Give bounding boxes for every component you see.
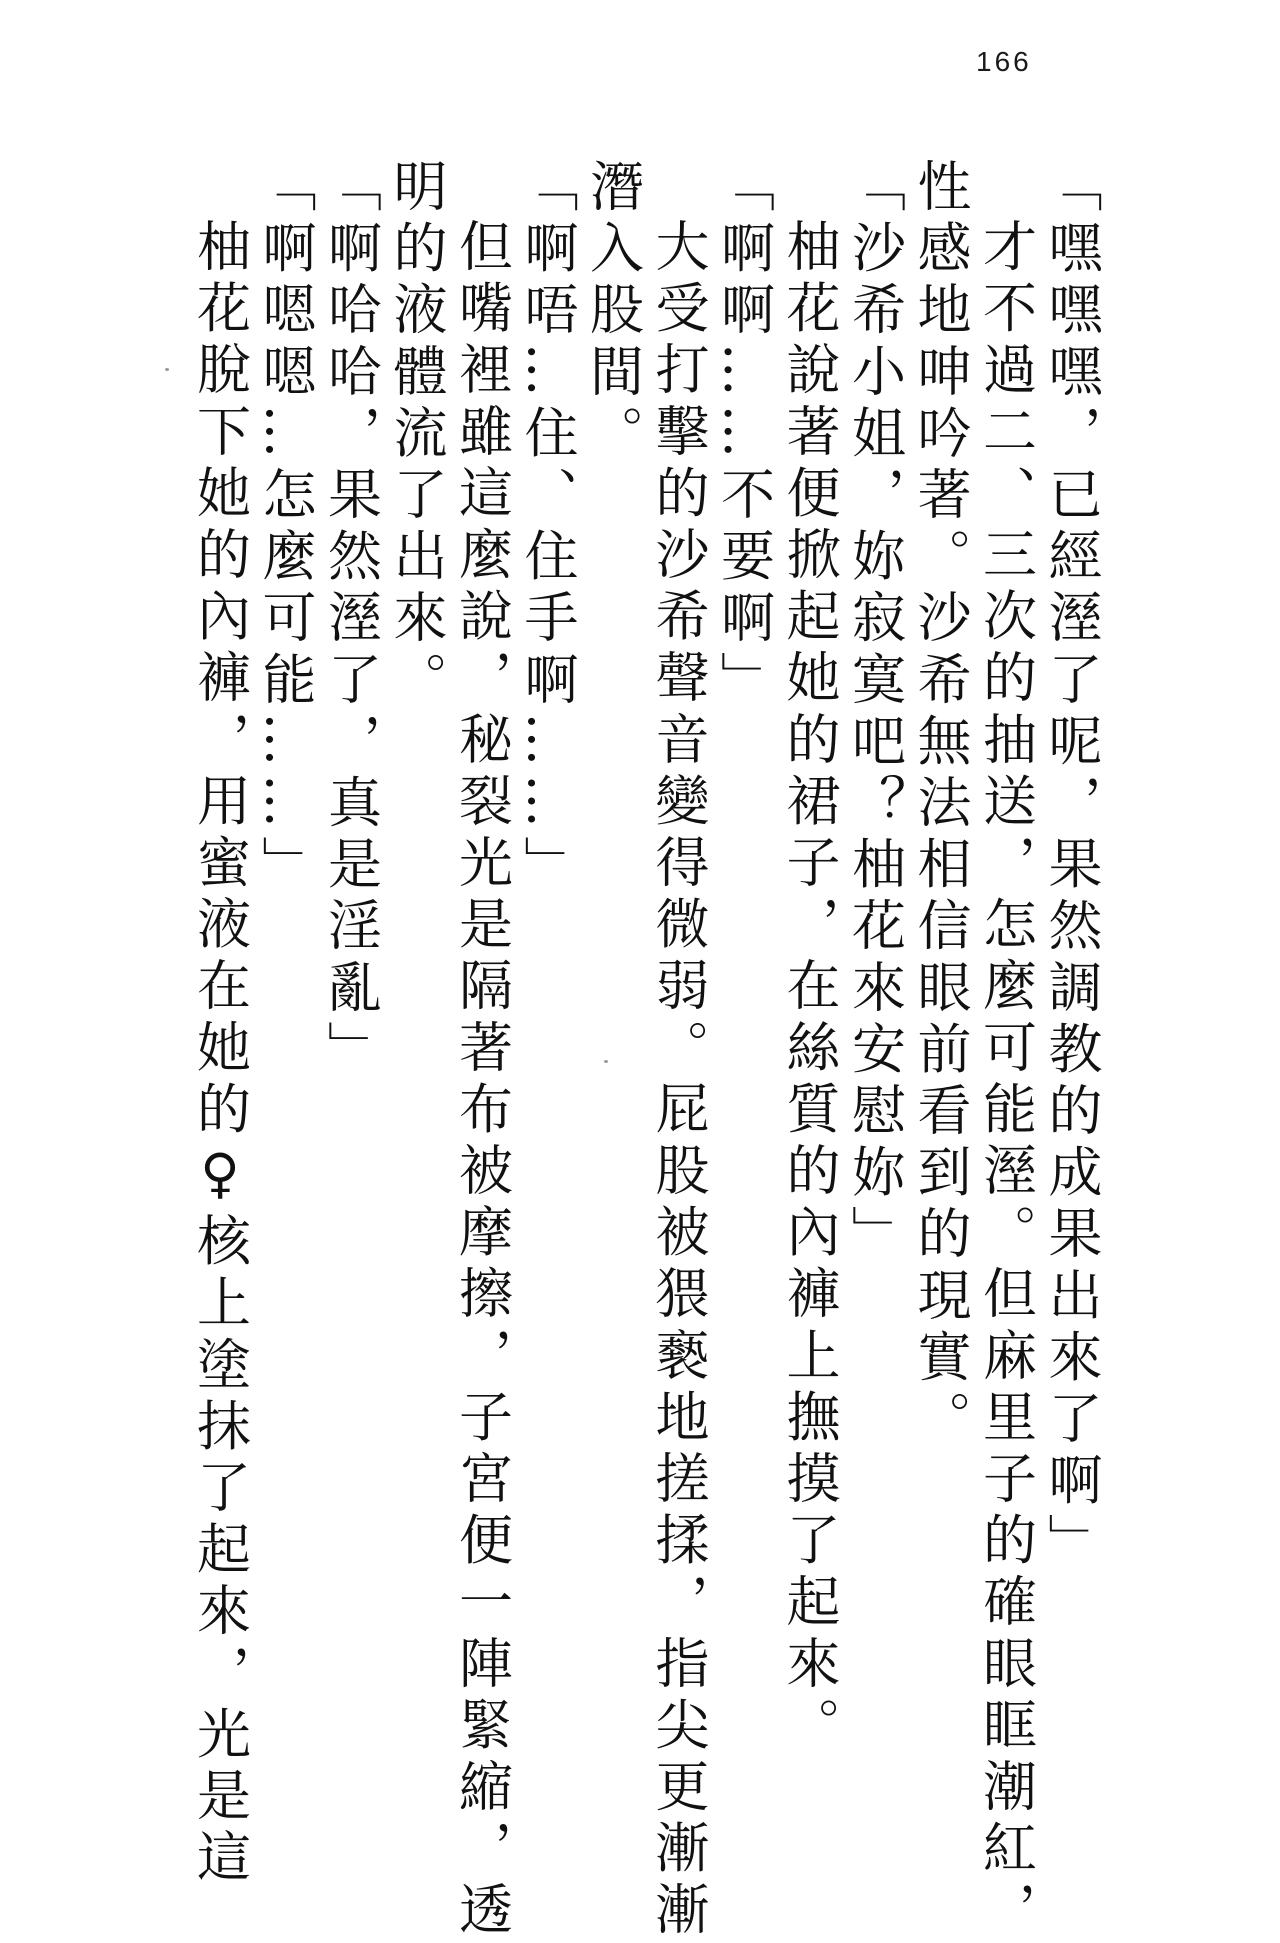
text-line: 「沙希小姐，妳寂寞吧？柚花來安慰妳」 <box>843 158 907 1267</box>
text-line: 柚花說著便掀起她的裙子，在絲質的內褲上撫摸了起來。 <box>778 218 841 1758</box>
text-line: 柚花脫下她的內褲，用蜜液在她的♀核上塗抹了起來，光是這 <box>188 218 252 1891</box>
page-number: 166 <box>976 46 1032 77</box>
text-line: 性感地呻吟著。沙希無法相信眼前看到的現實。 <box>909 158 972 1452</box>
text-line: 潛入股間。 <box>581 158 645 466</box>
text-line: 「啊哈哈，果然溼了，真是淫亂」 <box>319 158 383 1082</box>
vertical-text-body <box>187 158 1104 1943</box>
text-line: 「啊嗯嗯…怎麼可能……」 <box>254 158 317 898</box>
scan-speck <box>165 368 169 371</box>
text-line: 「嘿嘿嘿，已經溼了呢，果然調教的成果出來了啊」 <box>1040 158 1103 1575</box>
text-line: 明的液體流了出來。 <box>385 158 448 713</box>
text-line: 才不過二、三次的抽送，怎麼可能溼。但麻里子的確眼眶潮紅， <box>974 218 1038 1943</box>
text-line: 大受打擊的沙希聲音變得微弱。屁股被猥褻地搓揉，指尖更漸漸 <box>647 218 710 1943</box>
text-line: 「啊唔…住、住手啊……」 <box>516 158 579 898</box>
text-line: 「啊啊……不要啊」 <box>712 158 776 713</box>
scan-speck <box>604 1060 608 1063</box>
text-line: 但嘴裡雖這麼說，秘裂光是隔著布被摩擦，子宮便一陣緊縮，透 <box>450 218 514 1943</box>
